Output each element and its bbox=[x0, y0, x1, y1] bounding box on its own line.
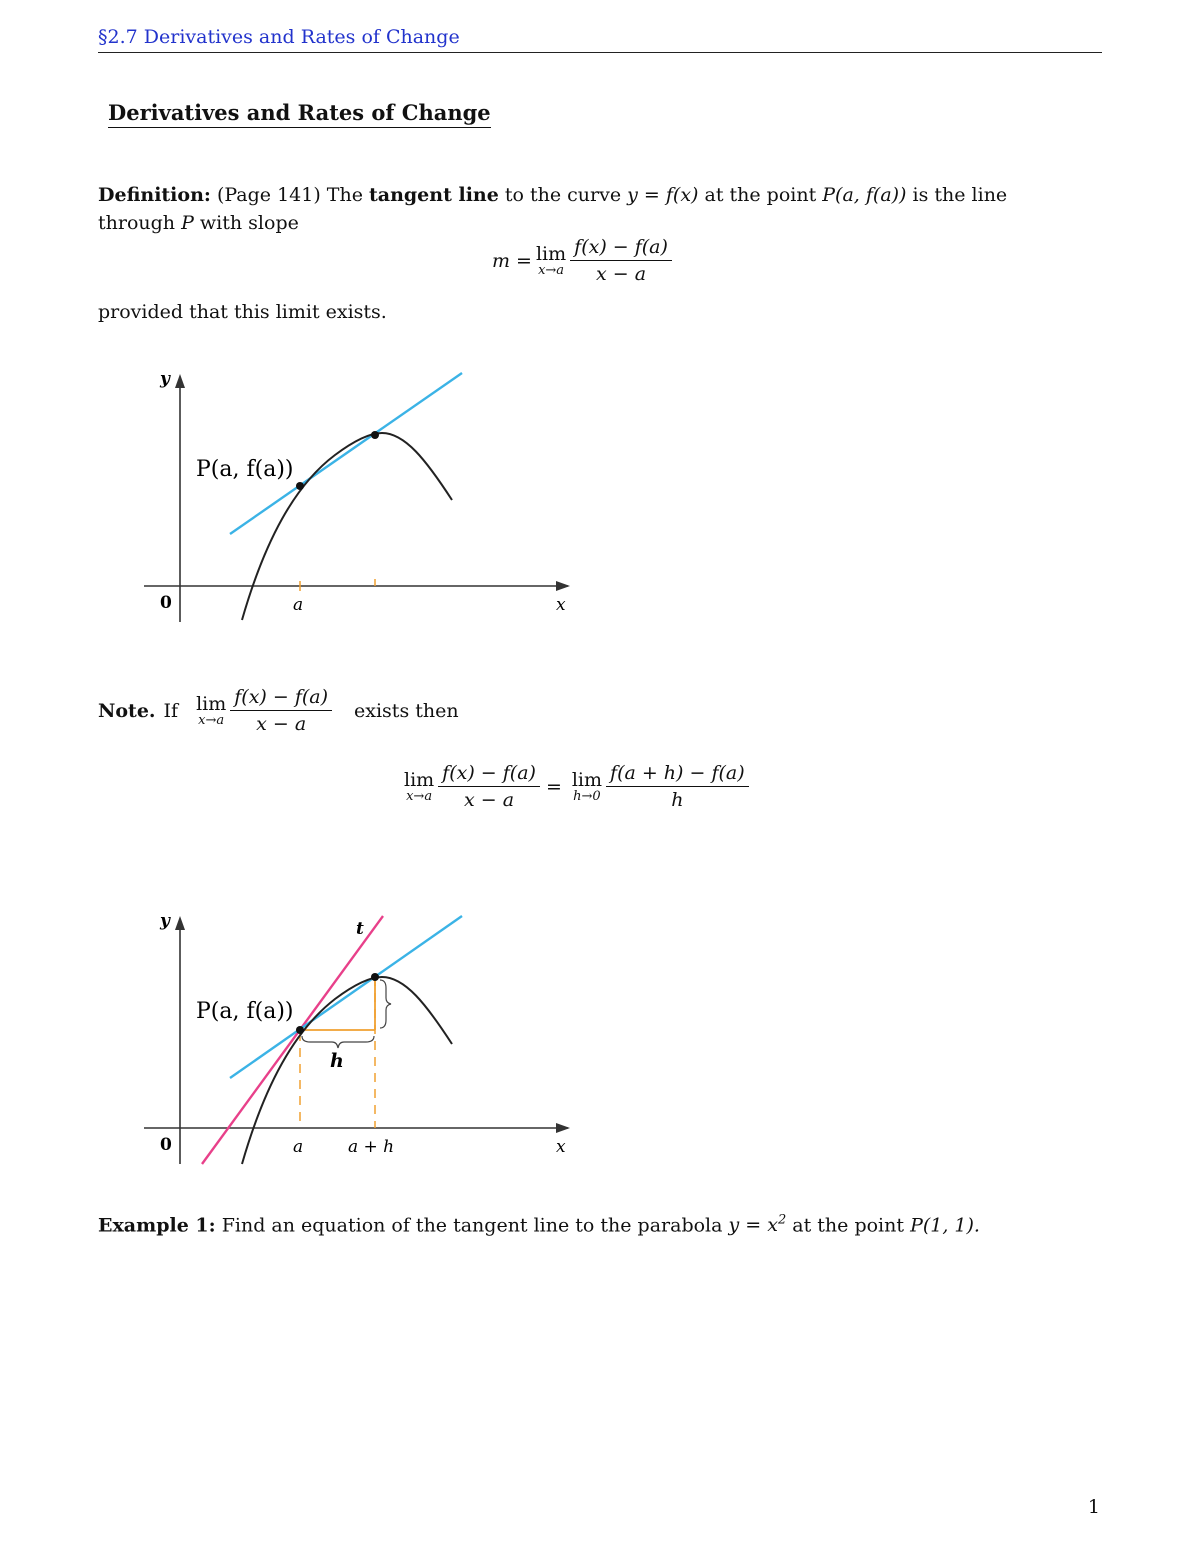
definition-text-1: The bbox=[326, 184, 363, 206]
fraction-denominator: x − a bbox=[596, 263, 647, 285]
definition-label: Definition: bbox=[98, 184, 211, 206]
point-q-dot bbox=[371, 973, 379, 981]
secant-line bbox=[230, 373, 462, 534]
a-plus-h-label: a + h bbox=[348, 1137, 395, 1157]
lhs-fraction bbox=[438, 762, 540, 811]
figure-tangent-line bbox=[130, 360, 590, 630]
figure-secant-h bbox=[130, 902, 590, 1172]
example-text-2: at the point bbox=[792, 1214, 905, 1237]
note-fraction bbox=[230, 686, 332, 735]
limit-operator bbox=[536, 244, 566, 278]
formula-lhs: m = bbox=[492, 249, 532, 272]
page-number: 1 bbox=[1087, 1496, 1100, 1518]
note-frac-num: f(x) − f(a) bbox=[230, 686, 332, 711]
lim-subscript: x→a bbox=[538, 262, 565, 278]
definition-line2-p: P bbox=[181, 212, 194, 234]
limit-equality bbox=[400, 762, 749, 811]
point-p: P(a, f(a)) bbox=[822, 184, 907, 206]
a-label: a bbox=[293, 1137, 304, 1157]
point-p-dot bbox=[296, 1026, 304, 1034]
x-axis-label: x bbox=[556, 1137, 566, 1157]
example-label: Example 1: bbox=[98, 1214, 216, 1237]
curve-equation: y = f(x) bbox=[627, 184, 699, 206]
note-if: If bbox=[163, 699, 179, 722]
example-1 bbox=[98, 1207, 980, 1239]
note-lim-word: lim bbox=[196, 692, 227, 715]
rhs-frac-den: h bbox=[671, 789, 684, 811]
origin-label: 0 bbox=[160, 593, 172, 613]
note-limit bbox=[196, 694, 226, 728]
example-text-1: Find an equation of the tangent line to the parabola bbox=[221, 1214, 723, 1237]
slope-formula bbox=[492, 236, 672, 285]
definition-text-4: is the line bbox=[912, 184, 1008, 206]
rhs-lim-sub: h→0 bbox=[573, 788, 601, 804]
secant-line bbox=[230, 916, 462, 1078]
y-axis-arrow bbox=[175, 374, 185, 388]
lim-word: lim bbox=[535, 242, 567, 265]
page-reference: (Page 141) bbox=[216, 184, 321, 206]
x-axis-arrow bbox=[556, 1123, 570, 1133]
x-axis-label: x bbox=[556, 595, 566, 615]
note-label: Note. bbox=[98, 699, 156, 722]
lhs-lim-sub: x→a bbox=[406, 788, 433, 804]
lhs-frac-den: x − a bbox=[464, 789, 515, 811]
y-axis-label: y bbox=[160, 911, 170, 931]
note-frac-den: x − a bbox=[256, 713, 307, 735]
example-point: P(1, 1). bbox=[910, 1214, 980, 1237]
equals-sign: = bbox=[545, 775, 562, 798]
rhs-lim-word: lim bbox=[571, 768, 603, 791]
origin-label: 0 bbox=[160, 1135, 172, 1155]
difference-quotient bbox=[570, 236, 672, 285]
point-q-dot bbox=[371, 431, 379, 439]
y-axis-arrow bbox=[175, 916, 185, 930]
lhs-frac-num: f(x) − f(a) bbox=[438, 762, 540, 787]
rhs-limit bbox=[572, 770, 602, 804]
note-exists-then: exists then bbox=[354, 699, 459, 722]
point-p-label: P(a, f(a)) bbox=[196, 457, 294, 482]
lhs-limit bbox=[404, 770, 434, 804]
parabola-exponent: 2 bbox=[777, 1213, 787, 1228]
h-label: h bbox=[330, 1050, 344, 1072]
rhs-frac-num: f(a + h) − f(a) bbox=[606, 762, 749, 787]
header-rule bbox=[98, 52, 1102, 53]
y-axis-label: y bbox=[160, 369, 170, 389]
tangent-line bbox=[202, 916, 383, 1164]
point-p-label: P(a, f(a)) bbox=[196, 999, 294, 1024]
definition-text-2: to the curve bbox=[504, 184, 622, 206]
rise-brace bbox=[380, 980, 391, 1028]
definition-line2-b: with slope bbox=[199, 212, 299, 234]
lhs-lim-word: lim bbox=[404, 768, 435, 791]
fraction-numerator: f(x) − f(a) bbox=[570, 236, 672, 261]
section-header: §2.7 Derivatives and Rates of Change bbox=[98, 26, 460, 48]
x-axis-arrow bbox=[556, 581, 570, 591]
rhs-fraction bbox=[606, 762, 749, 811]
definition-line2-a: through bbox=[98, 212, 176, 234]
parabola-equation bbox=[729, 1214, 787, 1236]
definition-paragraph bbox=[98, 181, 1108, 237]
t-label: t bbox=[356, 919, 364, 939]
parabola-base: y = x bbox=[728, 1214, 778, 1237]
note-lim-sub: x→a bbox=[198, 712, 225, 728]
page-title: Derivatives and Rates of Change bbox=[108, 100, 491, 128]
limit-exists-text: provided that this limit exists. bbox=[98, 301, 387, 323]
a-label: a bbox=[293, 595, 304, 615]
note-line bbox=[98, 686, 459, 735]
tangent-line-term: tangent line bbox=[369, 184, 499, 206]
definition-text-3: at the point bbox=[704, 184, 817, 206]
h-brace bbox=[302, 1036, 374, 1048]
point-p-dot bbox=[296, 482, 304, 490]
